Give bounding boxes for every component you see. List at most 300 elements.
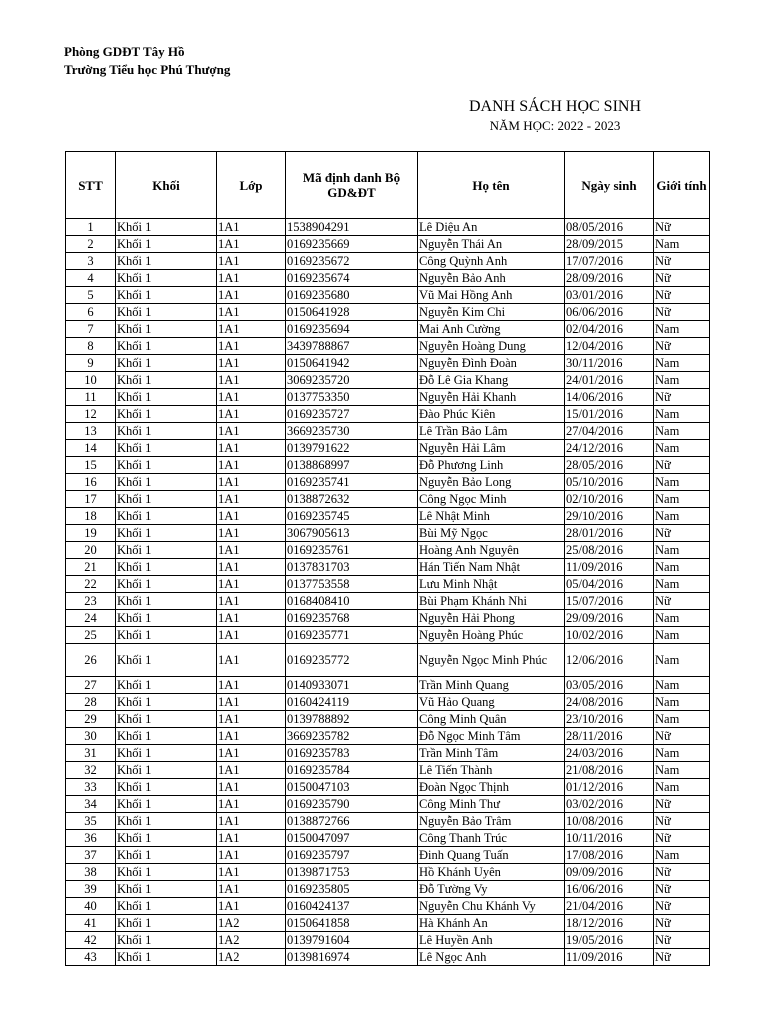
table-row <box>66 864 710 881</box>
student-id-cell: 0150641928 <box>286 304 418 321</box>
full-name-cell: Vũ Mai Hồng Anh <box>418 287 565 304</box>
stt-cell: 20 <box>66 542 116 559</box>
birth-date-cell: 24/01/2016 <box>565 372 654 389</box>
full-name-cell: Lê Diệu An <box>418 219 565 236</box>
gender-cell: Nữ <box>654 304 710 321</box>
gender-cell: Nam <box>654 576 710 593</box>
student-id-cell: 0138868997 <box>286 457 418 474</box>
grade-cell: Khối 1 <box>116 644 217 677</box>
grade-cell: Khối 1 <box>116 525 217 542</box>
gender-cell: Nữ <box>654 864 710 881</box>
birth-date-cell: 02/10/2016 <box>565 491 654 508</box>
stt-cell: 43 <box>66 949 116 966</box>
gender-cell: Nữ <box>654 253 710 270</box>
gender-cell: Nam <box>654 847 710 864</box>
column-header-class: Lớp <box>217 152 286 219</box>
birth-date-cell: 28/01/2016 <box>565 525 654 542</box>
student-id-cell: 0139791622 <box>286 440 418 457</box>
table-row <box>66 762 710 779</box>
full-name-cell: Lưu Minh Nhật <box>418 576 565 593</box>
stt-cell: 31 <box>66 745 116 762</box>
stt-cell: 38 <box>66 864 116 881</box>
student-id-cell: 0169235761 <box>286 542 418 559</box>
full-name-cell: Bùi Mỹ Ngọc <box>418 525 565 542</box>
table-row <box>66 253 710 270</box>
full-name-cell: Lê Huyền Anh <box>418 932 565 949</box>
grade-cell: Khối 1 <box>116 610 217 627</box>
birth-date-cell: 24/08/2016 <box>565 694 654 711</box>
stt-cell: 27 <box>66 677 116 694</box>
stt-cell: 34 <box>66 796 116 813</box>
class-cell: 1A1 <box>217 355 286 372</box>
student-id-cell: 0150047097 <box>286 830 418 847</box>
birth-date-cell: 28/09/2016 <box>565 270 654 287</box>
birth-date-cell: 09/09/2016 <box>565 864 654 881</box>
grade-cell: Khối 1 <box>116 389 217 406</box>
full-name-cell: Đinh Quang Tuấn <box>418 847 565 864</box>
student-id-cell: 0169235680 <box>286 287 418 304</box>
class-cell: 1A1 <box>217 847 286 864</box>
grade-cell: Khối 1 <box>116 711 217 728</box>
grade-cell: Khối 1 <box>116 949 217 966</box>
table-row <box>66 898 710 915</box>
grade-cell: Khối 1 <box>116 881 217 898</box>
grade-cell: Khối 1 <box>116 915 217 932</box>
table-row <box>66 287 710 304</box>
student-id-cell: 0169235772 <box>286 644 418 677</box>
grade-cell: Khối 1 <box>116 287 217 304</box>
birth-date-cell: 06/06/2016 <box>565 304 654 321</box>
stt-cell: 30 <box>66 728 116 745</box>
birth-date-cell: 10/08/2016 <box>565 813 654 830</box>
stt-cell: 2 <box>66 236 116 253</box>
table-row <box>66 559 710 576</box>
gender-cell: Nữ <box>654 813 710 830</box>
gender-cell: Nữ <box>654 389 710 406</box>
full-name-cell: Đoàn Ngọc Thịnh <box>418 779 565 796</box>
student-id-cell: 0169235672 <box>286 253 418 270</box>
table-row <box>66 728 710 745</box>
full-name-cell: Hà Khánh An <box>418 915 565 932</box>
full-name-cell: Nguyễn Hoàng Dung <box>418 338 565 355</box>
class-cell: 1A2 <box>217 932 286 949</box>
stt-cell: 35 <box>66 813 116 830</box>
full-name-cell: Lê Ngọc Anh <box>418 949 565 966</box>
table-row <box>66 949 710 966</box>
birth-date-cell: 03/01/2016 <box>565 287 654 304</box>
stt-cell: 40 <box>66 898 116 915</box>
stt-cell: 5 <box>66 287 116 304</box>
stt-cell: 33 <box>66 779 116 796</box>
full-name-cell: Đỗ Ngọc Minh Tâm <box>418 728 565 745</box>
column-header-grade: Khối <box>116 152 217 219</box>
gender-cell: Nam <box>654 627 710 644</box>
student-id-cell: 3669235730 <box>286 423 418 440</box>
full-name-cell: Lê Tiến Thành <box>418 762 565 779</box>
birth-date-cell: 11/09/2016 <box>565 559 654 576</box>
table-row <box>66 542 710 559</box>
full-name-cell: Nguyễn Bảo Long <box>418 474 565 491</box>
table-row <box>66 355 710 372</box>
full-name-cell: Trần Minh Quang <box>418 677 565 694</box>
stt-cell: 39 <box>66 881 116 898</box>
stt-cell: 12 <box>66 406 116 423</box>
full-name-cell: Công Minh Quân <box>418 711 565 728</box>
gender-cell: Nam <box>654 677 710 694</box>
birth-date-cell: 17/08/2016 <box>565 847 654 864</box>
student-id-cell: 0138872632 <box>286 491 418 508</box>
column-header-stt: STT <box>66 152 116 219</box>
grade-cell: Khối 1 <box>116 559 217 576</box>
grade-cell: Khối 1 <box>116 576 217 593</box>
student-id-cell: 0169235784 <box>286 762 418 779</box>
grade-cell: Khối 1 <box>116 847 217 864</box>
gender-cell: Nữ <box>654 932 710 949</box>
table-row <box>66 796 710 813</box>
stt-cell: 19 <box>66 525 116 542</box>
birth-date-cell: 14/06/2016 <box>565 389 654 406</box>
table-row <box>66 593 710 610</box>
student-id-cell: 0150641942 <box>286 355 418 372</box>
birth-date-cell: 12/04/2016 <box>565 338 654 355</box>
student-id-cell: 1538904291 <box>286 219 418 236</box>
table-row <box>66 440 710 457</box>
full-name-cell: Nguyễn Bảo Anh <box>418 270 565 287</box>
student-id-cell: 0169235694 <box>286 321 418 338</box>
table-row <box>66 711 710 728</box>
grade-cell: Khối 1 <box>116 762 217 779</box>
class-cell: 1A1 <box>217 287 286 304</box>
gender-cell: Nam <box>654 559 710 576</box>
full-name-cell: Hồ Khánh Uyên <box>418 864 565 881</box>
full-name-cell: Đỗ Lê Gia Khang <box>418 372 565 389</box>
class-cell: 1A1 <box>217 576 286 593</box>
class-cell: 1A1 <box>217 711 286 728</box>
grade-cell: Khối 1 <box>116 474 217 491</box>
birth-date-cell: 15/07/2016 <box>565 593 654 610</box>
student-id-cell: 0137753558 <box>286 576 418 593</box>
school-year: NĂM HỌC: 2022 - 2023 <box>489 118 621 133</box>
column-header-gender: Giới tính <box>654 152 710 219</box>
birth-date-cell: 24/03/2016 <box>565 745 654 762</box>
full-name-cell: Nguyễn Bảo Trâm <box>418 813 565 830</box>
birth-date-cell: 28/11/2016 <box>565 728 654 745</box>
stt-cell: 9 <box>66 355 116 372</box>
stt-cell: 24 <box>66 610 116 627</box>
table-row <box>66 610 710 627</box>
stt-cell: 3 <box>66 253 116 270</box>
class-cell: 1A1 <box>217 677 286 694</box>
document-title: DANH SÁCH HỌC SINH <box>468 98 641 115</box>
class-cell: 1A1 <box>217 559 286 576</box>
birth-date-cell: 28/05/2016 <box>565 457 654 474</box>
class-cell: 1A1 <box>217 423 286 440</box>
student-id-cell: 0139816974 <box>286 949 418 966</box>
grade-cell: Khối 1 <box>116 830 217 847</box>
table-row <box>66 406 710 423</box>
class-cell: 1A1 <box>217 881 286 898</box>
birth-date-cell: 02/04/2016 <box>565 321 654 338</box>
class-cell: 1A1 <box>217 372 286 389</box>
student-id-cell: 0169235727 <box>286 406 418 423</box>
stt-cell: 41 <box>66 915 116 932</box>
birth-date-cell: 05/04/2016 <box>565 576 654 593</box>
student-id-cell: 0169235669 <box>286 236 418 253</box>
gender-cell: Nam <box>654 423 710 440</box>
gender-cell: Nam <box>654 694 710 711</box>
table-row <box>66 474 710 491</box>
birth-date-cell: 27/04/2016 <box>565 423 654 440</box>
gender-cell: Nam <box>654 474 710 491</box>
birth-date-cell: 28/09/2015 <box>565 236 654 253</box>
full-name-cell: Trần Minh Tâm <box>418 745 565 762</box>
stt-cell: 6 <box>66 304 116 321</box>
birth-date-cell: 11/09/2016 <box>565 949 654 966</box>
gender-cell: Nữ <box>654 287 710 304</box>
grade-cell: Khối 1 <box>116 304 217 321</box>
gender-cell: Nam <box>654 236 710 253</box>
birth-date-cell: 24/12/2016 <box>565 440 654 457</box>
gender-cell: Nam <box>654 610 710 627</box>
grade-cell: Khối 1 <box>116 779 217 796</box>
student-id-cell: 3067905613 <box>286 525 418 542</box>
class-cell: 1A1 <box>217 644 286 677</box>
class-cell: 1A1 <box>217 627 286 644</box>
stt-cell: 25 <box>66 627 116 644</box>
grade-cell: Khối 1 <box>116 813 217 830</box>
class-cell: 1A2 <box>217 915 286 932</box>
table-row <box>66 745 710 762</box>
table-row <box>66 627 710 644</box>
stt-cell: 13 <box>66 423 116 440</box>
stt-cell: 36 <box>66 830 116 847</box>
grade-cell: Khối 1 <box>116 542 217 559</box>
class-cell: 1A1 <box>217 610 286 627</box>
table-row <box>66 576 710 593</box>
birth-date-cell: 12/06/2016 <box>565 644 654 677</box>
table-body <box>66 219 710 966</box>
student-id-cell: 0169235771 <box>286 627 418 644</box>
table-row <box>66 321 710 338</box>
table-row <box>66 270 710 287</box>
class-cell: 1A1 <box>217 813 286 830</box>
gender-cell: Nữ <box>654 270 710 287</box>
student-id-cell: 0169235674 <box>286 270 418 287</box>
table-row <box>66 779 710 796</box>
class-cell: 1A1 <box>217 525 286 542</box>
student-id-cell: 0169235768 <box>286 610 418 627</box>
table-row <box>66 915 710 932</box>
student-id-cell: 0169235790 <box>286 796 418 813</box>
gender-cell: Nam <box>654 745 710 762</box>
table-row <box>66 457 710 474</box>
birth-date-cell: 15/01/2016 <box>565 406 654 423</box>
stt-cell: 7 <box>66 321 116 338</box>
student-id-cell: 0169235805 <box>286 881 418 898</box>
class-cell: 1A1 <box>217 304 286 321</box>
gender-cell: Nữ <box>654 593 710 610</box>
birth-date-cell: 03/02/2016 <box>565 796 654 813</box>
full-name-cell: Nguyễn Đình Đoàn <box>418 355 565 372</box>
gender-cell: Nam <box>654 491 710 508</box>
table-row <box>66 881 710 898</box>
department-name: Phòng GDĐT Tây Hồ <box>64 44 185 59</box>
student-id-cell: 0150641858 <box>286 915 418 932</box>
student-id-cell: 0160424119 <box>286 694 418 711</box>
stt-cell: 18 <box>66 508 116 525</box>
full-name-cell: Công Minh Thư <box>418 796 565 813</box>
table-row <box>66 338 710 355</box>
full-name-cell: Đỗ Tường Vy <box>418 881 565 898</box>
grade-cell: Khối 1 <box>116 677 217 694</box>
stt-cell: 28 <box>66 694 116 711</box>
student-id-cell: 0139871753 <box>286 864 418 881</box>
full-name-cell: Nguyễn Kim Chi <box>418 304 565 321</box>
full-name-cell: Hoàng Anh Nguyên <box>418 542 565 559</box>
grade-cell: Khối 1 <box>116 321 217 338</box>
grade-cell: Khối 1 <box>116 491 217 508</box>
grade-cell: Khối 1 <box>116 932 217 949</box>
gender-cell: Nữ <box>654 338 710 355</box>
gender-cell: Nam <box>654 644 710 677</box>
birth-date-cell: 30/11/2016 <box>565 355 654 372</box>
full-name-cell: Công Thanh Trúc <box>418 830 565 847</box>
grade-cell: Khối 1 <box>116 864 217 881</box>
full-name-cell: Lê Nhật Minh <box>418 508 565 525</box>
table-row <box>66 525 710 542</box>
full-name-cell: Nguyễn Chu Khánh Vy <box>418 898 565 915</box>
gender-cell: Nữ <box>654 219 710 236</box>
gender-cell: Nữ <box>654 728 710 745</box>
stt-cell: 37 <box>66 847 116 864</box>
table-row <box>66 813 710 830</box>
table-row <box>66 830 710 847</box>
gender-cell: Nam <box>654 762 710 779</box>
stt-cell: 23 <box>66 593 116 610</box>
gender-cell: Nam <box>654 508 710 525</box>
class-cell: 1A1 <box>217 270 286 287</box>
class-cell: 1A1 <box>217 796 286 813</box>
gender-cell: Nữ <box>654 881 710 898</box>
student-id-cell: 0150047103 <box>286 779 418 796</box>
gender-cell: Nữ <box>654 796 710 813</box>
table-row <box>66 389 710 406</box>
table-row <box>66 508 710 525</box>
table-row <box>66 694 710 711</box>
birth-date-cell: 08/05/2016 <box>565 219 654 236</box>
stt-cell: 42 <box>66 932 116 949</box>
birth-date-cell: 16/06/2016 <box>565 881 654 898</box>
student-table <box>65 151 710 966</box>
grade-cell: Khối 1 <box>116 338 217 355</box>
grade-cell: Khối 1 <box>116 423 217 440</box>
full-name-cell: Lê Trần Bảo Lâm <box>418 423 565 440</box>
student-id-cell: 0169235797 <box>286 847 418 864</box>
full-name-cell: Nguyễn Hoàng Phúc <box>418 627 565 644</box>
class-cell: 1A1 <box>217 593 286 610</box>
birth-date-cell: 17/07/2016 <box>565 253 654 270</box>
student-id-cell: 0139788892 <box>286 711 418 728</box>
full-name-cell: Bùi Phạm Khánh Nhi <box>418 593 565 610</box>
class-cell: 1A1 <box>217 745 286 762</box>
class-cell: 1A1 <box>217 406 286 423</box>
grade-cell: Khối 1 <box>116 508 217 525</box>
grade-cell: Khối 1 <box>116 440 217 457</box>
table-row <box>66 491 710 508</box>
table-row <box>66 372 710 389</box>
table-header-row <box>66 152 710 219</box>
grade-cell: Khối 1 <box>116 694 217 711</box>
table-row <box>66 644 710 677</box>
grade-cell: Khối 1 <box>116 253 217 270</box>
class-cell: 1A1 <box>217 457 286 474</box>
full-name-cell: Mai Anh Cường <box>418 321 565 338</box>
table-row <box>66 423 710 440</box>
gender-cell: Nam <box>654 355 710 372</box>
class-cell: 1A1 <box>217 864 286 881</box>
class-cell: 1A1 <box>217 389 286 406</box>
grade-cell: Khối 1 <box>116 728 217 745</box>
class-cell: 1A1 <box>217 728 286 745</box>
stt-cell: 22 <box>66 576 116 593</box>
class-cell: 1A1 <box>217 779 286 796</box>
gender-cell: Nam <box>654 372 710 389</box>
gender-cell: Nam <box>654 542 710 559</box>
student-id-cell: 0140933071 <box>286 677 418 694</box>
class-cell: 1A1 <box>217 508 286 525</box>
birth-date-cell: 01/12/2016 <box>565 779 654 796</box>
gender-cell: Nam <box>654 779 710 796</box>
grade-cell: Khối 1 <box>116 270 217 287</box>
grade-cell: Khối 1 <box>116 355 217 372</box>
birth-date-cell: 10/02/2016 <box>565 627 654 644</box>
full-name-cell: Vũ Hảo Quang <box>418 694 565 711</box>
table-row <box>66 236 710 253</box>
birth-date-cell: 03/05/2016 <box>565 677 654 694</box>
grade-cell: Khối 1 <box>116 219 217 236</box>
stt-cell: 32 <box>66 762 116 779</box>
table-row <box>66 219 710 236</box>
birth-date-cell: 18/12/2016 <box>565 915 654 932</box>
stt-cell: 1 <box>66 219 116 236</box>
class-cell: 1A1 <box>217 321 286 338</box>
full-name-cell: Hán Tiến Nam Nhật <box>418 559 565 576</box>
student-id-cell: 0137831703 <box>286 559 418 576</box>
class-cell: 1A1 <box>217 491 286 508</box>
gender-cell: Nữ <box>654 525 710 542</box>
student-id-cell: 0160424137 <box>286 898 418 915</box>
gender-cell: Nam <box>654 321 710 338</box>
school-name: Trường Tiểu học Phú Thượng <box>64 62 231 77</box>
student-id-cell: 3439788867 <box>286 338 418 355</box>
class-cell: 1A1 <box>217 830 286 847</box>
stt-cell: 11 <box>66 389 116 406</box>
gender-cell: Nam <box>654 711 710 728</box>
full-name-cell: Đỗ Phương Linh <box>418 457 565 474</box>
class-cell: 1A1 <box>217 542 286 559</box>
full-name-cell: Công Quỳnh Anh <box>418 253 565 270</box>
birth-date-cell: 19/05/2016 <box>565 932 654 949</box>
class-cell: 1A1 <box>217 694 286 711</box>
class-cell: 1A1 <box>217 898 286 915</box>
birth-date-cell: 21/08/2016 <box>565 762 654 779</box>
birth-date-cell: 29/10/2016 <box>565 508 654 525</box>
gender-cell: Nữ <box>654 898 710 915</box>
student-id-cell: 0169235745 <box>286 508 418 525</box>
grade-cell: Khối 1 <box>116 796 217 813</box>
class-cell: 1A1 <box>217 219 286 236</box>
class-cell: 1A1 <box>217 440 286 457</box>
